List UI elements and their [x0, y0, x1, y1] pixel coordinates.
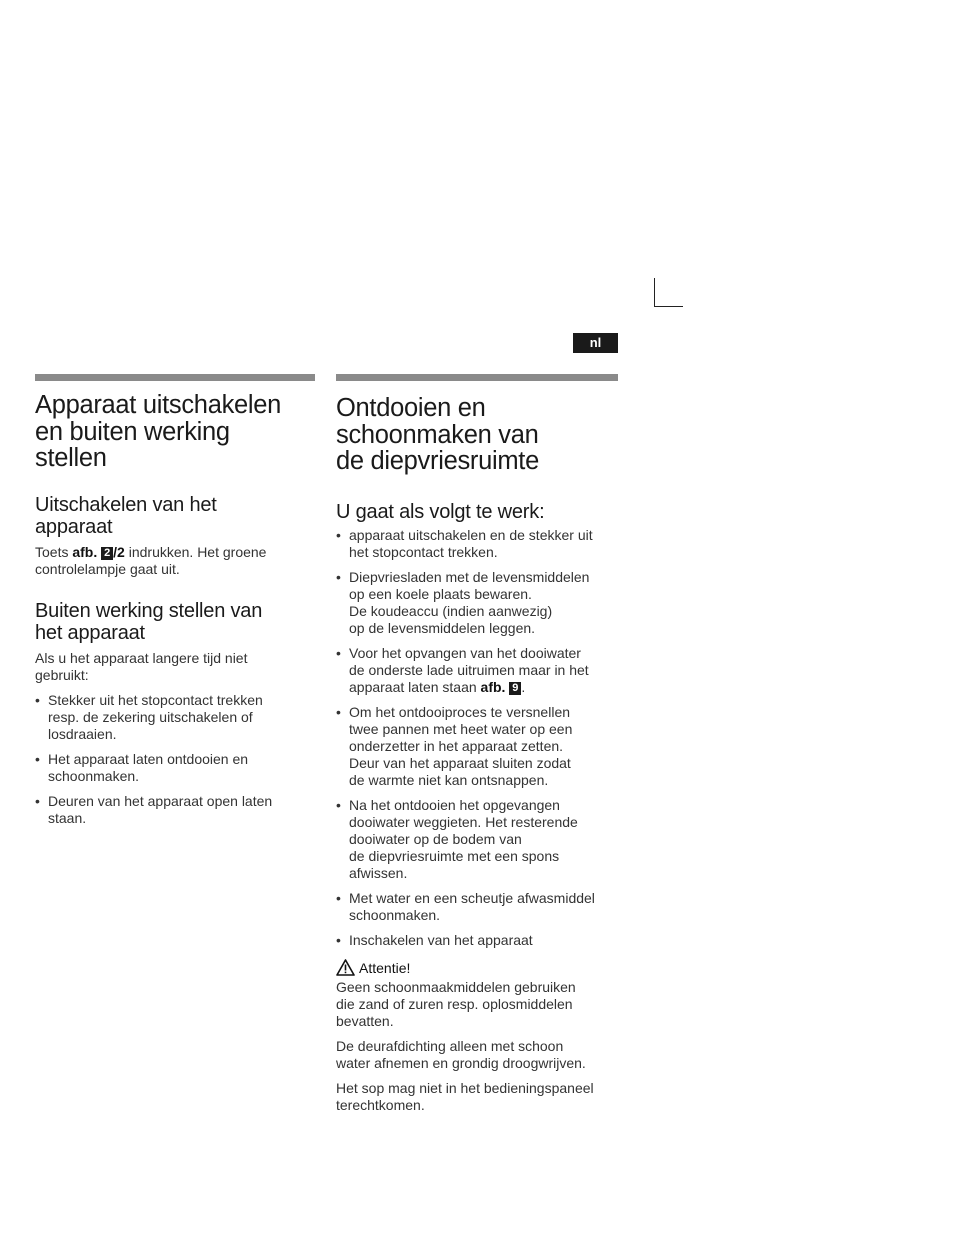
- warning-label: Attentie!: [336, 959, 618, 977]
- list-item: • Inschakelen van het apparaat: [336, 931, 533, 948]
- crop-mark: [654, 278, 683, 307]
- control-panel-text: Het sop mag niet in het bedieningspaneel terechtkomen.: [336, 1079, 594, 1113]
- list-item: • Met water en een scheutje afwasmiddel schoonmaken.: [336, 889, 595, 923]
- heading-procedure: U gaat als volgt te werk:: [336, 500, 545, 523]
- left-title: Apparaat uitschakelen en buiten werking stellen: [35, 391, 282, 472]
- list-item: • Om het ontdooiproces te versnellen twee pannen met heet water op een onderzetter in het apparaat zetten. Deur van het apparaat sluiten zodat de warmte niet kan ontsnappen.: [336, 703, 573, 788]
- out-of-service-intro: Als u het apparaat langere tijd niet gebruikt:: [35, 649, 248, 683]
- door-seal-text: De deurafdichting alleen met schoon water afnemen en grondig droogwrijven.: [336, 1037, 586, 1071]
- right-title: Ontdooien en schoonmaken van de diepvriesruimte: [336, 394, 539, 475]
- list-item: • Na het ontdooien het opgevangen dooiwater weggieten. Het resterende dooiwater op de bodem van de diepvriesruimte met een spons afwissen.: [336, 796, 578, 881]
- switch-off-text: Toets afb. 2 /2 indrukken. Het groene controlelampje gaat uit.: [35, 543, 267, 577]
- heading-out-of-service: Buiten werking stellen van het apparaat: [35, 599, 263, 644]
- section-rule: [336, 374, 618, 381]
- list-item: • Deuren van het apparaat open laten staan.: [35, 792, 273, 826]
- warning-text: Geen schoonmaakmiddelen gebruiken die zand of zuren resp. oplosmiddelen bevatten.: [336, 978, 576, 1029]
- language-tab: nl: [573, 333, 618, 353]
- list-item: • Voor het opvangen van het dooiwater de onderste lade uitruimen maar in het apparaat laten staan afb. 9 .: [336, 644, 589, 695]
- figure-ref-icon: 9: [509, 682, 521, 695]
- section-rule: [35, 374, 315, 381]
- left-column: [35, 374, 315, 835]
- list-item: • apparaat uitschakelen en de stekker uit het stopcontact trekken.: [336, 526, 593, 560]
- list-item: • Stekker uit het stopcontact trekken resp. de zekering uitschakelen of losdraaien.: [35, 691, 263, 742]
- figure-ref-icon: 2: [101, 547, 113, 560]
- list-item: • Diepvriesladen met de levensmiddelen op een koele plaats bewaren. De koudeaccu (indien aanwezig) op de levensmiddelen leggen.: [336, 568, 590, 636]
- right-column: [336, 374, 618, 1122]
- list-item: • Het apparaat laten ontdooien en schoonmaken.: [35, 750, 249, 784]
- warning-triangle-icon: [336, 959, 355, 976]
- procedure-list: [336, 527, 618, 949]
- out-of-service-list: [35, 692, 315, 827]
- heading-switch-off: Uitschakelen van het apparaat: [35, 493, 217, 538]
